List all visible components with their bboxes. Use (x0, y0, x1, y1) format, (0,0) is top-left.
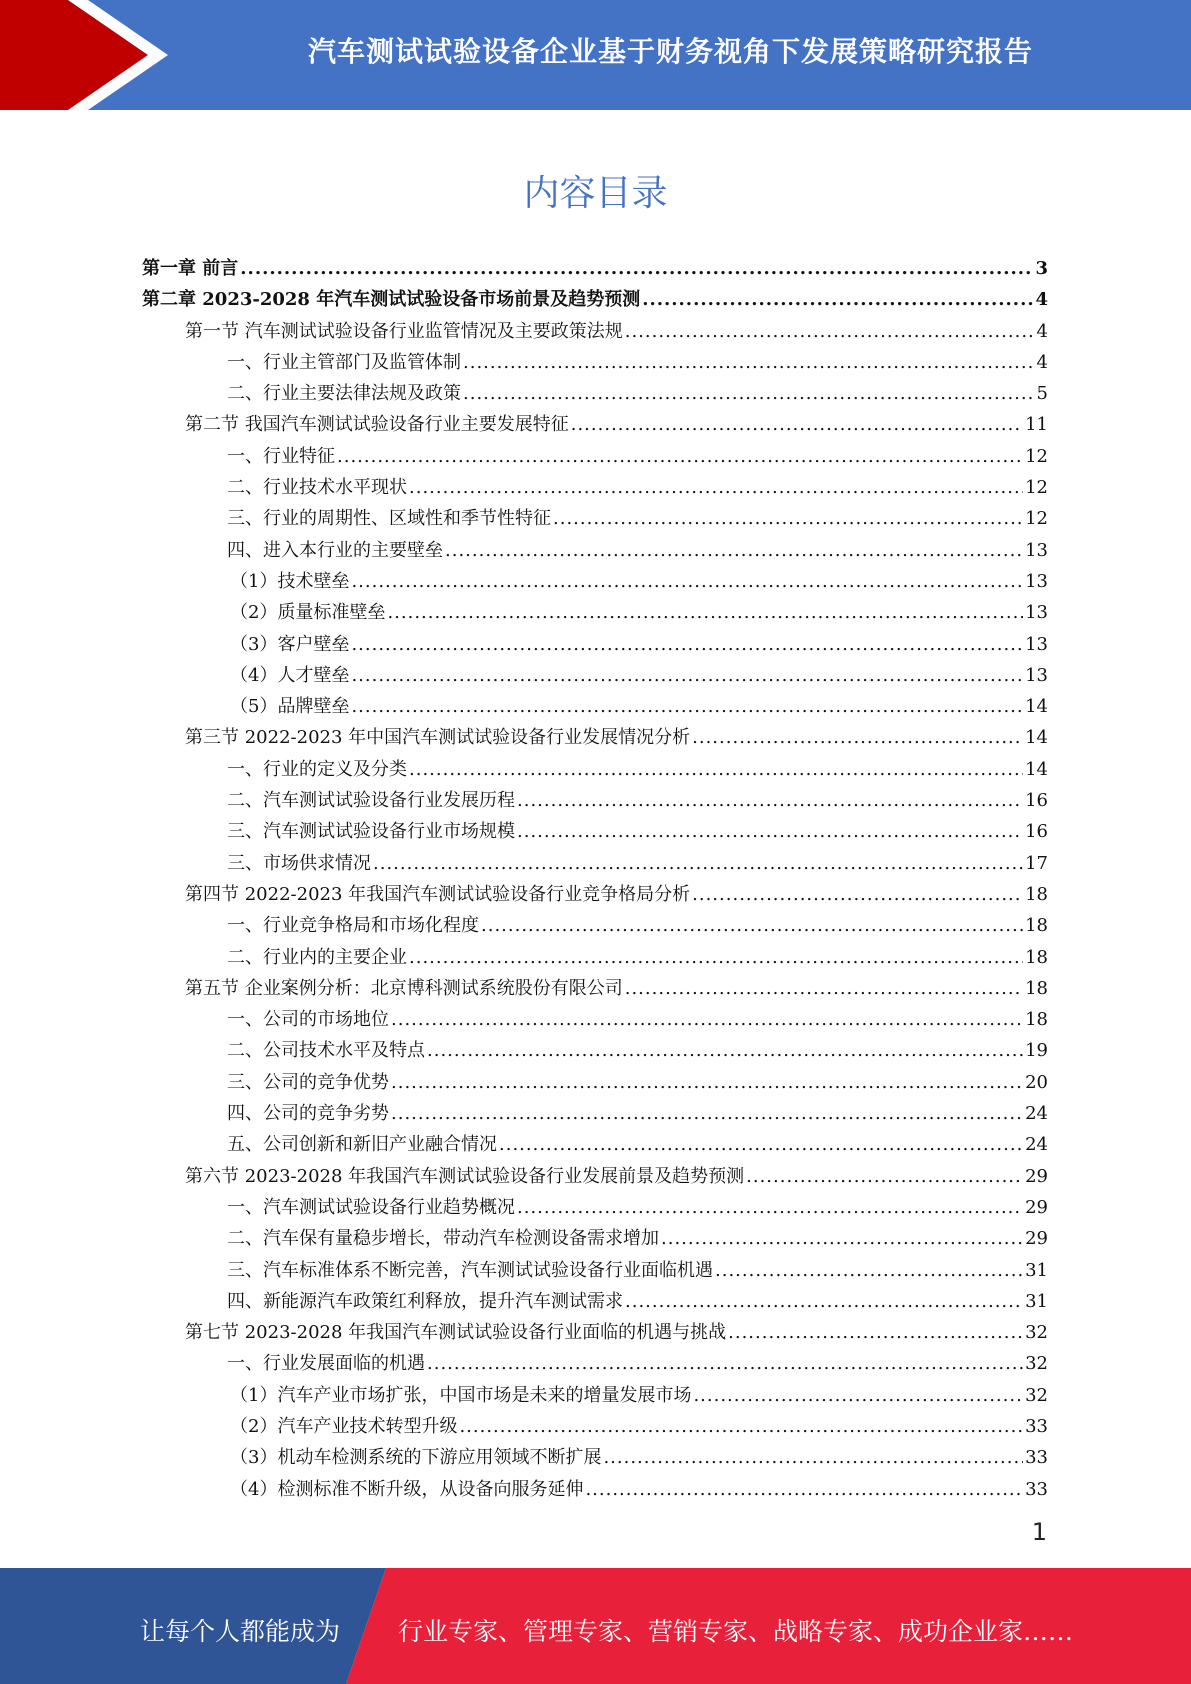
toc-entry-title: 三、汽车标准体系不断完善，汽车测试试验设备行业面临机遇 (227, 1259, 713, 1281)
header-banner (0, 0, 1191, 110)
toc-entry-title: 五、公司创新和新旧产业融合情况 (227, 1134, 497, 1156)
toc-entry-page: 18 (1025, 946, 1048, 968)
toc-entry[interactable] (142, 880, 1048, 911)
toc-entry[interactable] (142, 974, 1048, 1005)
toc-entry-title: 三、汽车测试试验设备行业市场规模 (227, 821, 515, 843)
toc-entry-page: 18 (1025, 883, 1048, 905)
toc-entry-page: 33 (1025, 1478, 1048, 1500)
toc-entry-page: 13 (1025, 602, 1048, 624)
footer-banner (0, 1568, 1191, 1684)
toc-entry-page: 16 (1025, 821, 1048, 843)
toc-entry-page: 4 (1035, 289, 1048, 311)
toc-entry-title: 二、行业技术水平现状 (227, 477, 407, 499)
toc-entry-title: （1）汽车产业市场扩张，中国市场是未来的增量发展市场 (230, 1384, 692, 1406)
page-number: 1 (1031, 1518, 1047, 1546)
toc-entry[interactable] (142, 379, 1048, 410)
toc-entry[interactable] (142, 1412, 1048, 1443)
toc-entry-page: 33 (1025, 1415, 1048, 1437)
toc-entry-title: 第二章 2023-2028 年汽车测试试验设备市场前景及趋势预测 (142, 289, 641, 311)
toc-entry[interactable] (142, 442, 1048, 473)
toc-dot-leader (693, 1385, 1023, 1406)
toc-entry[interactable] (142, 1475, 1048, 1506)
toc-entry-title: 第三节 2022-2023 年中国汽车测试试验设备行业发展情况分析 (185, 727, 691, 749)
toc-entry-title: 第五节 企业案例分析：北京博科测试系统股份有限公司 (185, 977, 623, 999)
toc-dot-leader (463, 352, 1035, 373)
toc-entry-title: 一、汽车测试试验设备行业趋势概况 (227, 1196, 515, 1218)
toc-entry[interactable] (142, 630, 1048, 661)
toc-dot-leader (391, 1103, 1023, 1124)
toc-entry-title: 二、汽车测试试验设备行业发展历程 (227, 790, 515, 812)
toc-dot-leader (459, 1416, 1023, 1437)
toc-entry-title: （4）人才壁垒 (230, 664, 350, 686)
toc-entry-title: 一、行业发展面临的机遇 (227, 1353, 425, 1375)
toc-entry-title: 第六节 2023-2028 年我国汽车测试试验设备行业发展前景及趋势预测 (185, 1165, 745, 1187)
toc-dot-leader (387, 602, 1023, 623)
toc-entry-page: 24 (1025, 1103, 1048, 1125)
toc-entry-page: 5 (1036, 383, 1048, 405)
toc-entry[interactable] (142, 817, 1048, 848)
toc-entry[interactable] (142, 1162, 1048, 1193)
toc-entry-page: 13 (1025, 664, 1048, 686)
toc-entry[interactable] (142, 567, 1048, 598)
toc-entry[interactable] (142, 598, 1048, 629)
toc-entry-title: 四、公司的竞争劣势 (227, 1103, 389, 1125)
toc-dot-leader (427, 1353, 1023, 1374)
toc-entry-title: （1）技术壁垒 (230, 570, 350, 592)
toc-entry-title: 二、行业内的主要企业 (227, 946, 407, 968)
toc-dot-leader (517, 821, 1023, 842)
toc-entry-title: 一、行业的定义及分类 (227, 758, 407, 780)
toc-entry-page: 13 (1025, 539, 1048, 561)
toc-entry[interactable] (142, 1318, 1048, 1349)
toc-entry-title: 二、行业主要法律法规及政策 (227, 383, 461, 405)
toc-entry-title: 一、行业竞争格局和市场化程度 (227, 915, 479, 937)
toc-dot-leader (337, 446, 1023, 467)
toc-dot-leader (603, 1447, 1023, 1468)
toc-dot-leader (351, 696, 1023, 717)
toc-entry-page: 18 (1025, 915, 1048, 937)
toc-entry-title: 二、汽车保有量稳步增长，带动汽车检测设备需求增加 (227, 1228, 659, 1250)
toc-entry-title: 一、公司的市场地位 (227, 1009, 389, 1031)
toc-entry-page: 31 (1025, 1259, 1048, 1281)
toc-entry-page: 14 (1025, 696, 1048, 718)
toc-entry-page: 12 (1025, 477, 1048, 499)
toc-entry-page: 33 (1025, 1447, 1048, 1469)
toc-entry[interactable] (142, 473, 1048, 504)
toc-entry[interactable] (142, 536, 1048, 567)
table-of-contents (142, 254, 1048, 1506)
toc-entry-title: （5）品牌壁垒 (230, 696, 350, 718)
toc-entry[interactable] (142, 1193, 1048, 1224)
toc-entry[interactable] (142, 1036, 1048, 1067)
toc-entry-page: 29 (1025, 1196, 1048, 1218)
toc-dot-leader (692, 884, 1023, 905)
toc-entry[interactable] (142, 1130, 1048, 1161)
toc-dot-leader (351, 665, 1023, 686)
toc-dot-leader (661, 1228, 1023, 1249)
toc-dot-leader (240, 258, 1033, 279)
toc-dot-leader (585, 1479, 1023, 1500)
toc-dot-leader (351, 634, 1023, 655)
toc-entry[interactable] (142, 692, 1048, 723)
toc-dot-leader (625, 978, 1023, 999)
toc-entry[interactable] (142, 1068, 1048, 1099)
toc-entry[interactable] (142, 1005, 1048, 1036)
toc-entry-page: 29 (1025, 1228, 1048, 1250)
toc-entry[interactable] (142, 786, 1048, 817)
toc-dot-leader (391, 1009, 1023, 1030)
toc-dot-leader (625, 321, 1035, 342)
toc-entry-page: 32 (1025, 1322, 1048, 1344)
toc-entry[interactable] (142, 348, 1048, 379)
footer-slogan-right: 行业专家、管理专家、营销专家、战略专家、成功企业家…… (398, 1617, 1074, 1646)
toc-dot-leader (728, 1322, 1023, 1343)
toc-entry-page: 12 (1025, 445, 1048, 467)
toc-entry-title: 二、公司技术水平及特点 (227, 1040, 425, 1062)
toc-entry[interactable] (142, 410, 1048, 441)
toc-entry-page: 24 (1025, 1134, 1048, 1156)
toc-entry-page: 18 (1025, 977, 1048, 999)
toc-entry[interactable] (142, 1224, 1048, 1255)
toc-entry[interactable] (142, 317, 1048, 348)
toc-dot-leader (553, 508, 1023, 529)
toc-entry-page: 20 (1025, 1071, 1048, 1093)
toc-dot-leader (481, 915, 1023, 936)
toc-dot-leader (625, 1291, 1023, 1312)
toc-entry[interactable] (142, 911, 1048, 942)
toc-entry-title: 一、行业特征 (227, 445, 335, 467)
toc-entry-page: 14 (1025, 758, 1048, 780)
toc-entry-page: 31 (1025, 1290, 1048, 1312)
toc-entry-page: 4 (1036, 320, 1048, 342)
toc-entry-page: 3 (1035, 258, 1048, 279)
toc-dot-leader (373, 853, 1023, 874)
toc-dot-leader (351, 571, 1023, 592)
toc-entry[interactable] (142, 1256, 1048, 1287)
toc-dot-leader (391, 1072, 1023, 1093)
toc-entry-page: 12 (1025, 508, 1048, 530)
toc-entry[interactable] (142, 1381, 1048, 1412)
toc-entry-page: 16 (1025, 790, 1048, 812)
toc-entry-title: 三、公司的竞争优势 (227, 1071, 389, 1093)
toc-entry-title: 四、新能源汽车政策红利释放，提升汽车测试需求 (227, 1290, 623, 1312)
toc-entry-title: （2）汽车产业技术转型升级 (230, 1415, 458, 1437)
toc-dot-leader (463, 383, 1035, 404)
toc-entry-title: 第七节 2023-2028 年我国汽车测试试验设备行业面临的机遇与挑战 (185, 1322, 727, 1344)
footer-slogan-left: 让每个人都能成为 (140, 1617, 341, 1646)
toc-dot-leader (499, 1134, 1023, 1155)
toc-entry-title: （3）客户壁垒 (230, 633, 350, 655)
toc-entry[interactable] (142, 504, 1048, 535)
toc-entry-title: 第一章 前言 (142, 258, 239, 279)
toc-dot-leader (642, 289, 1033, 310)
toc-dot-leader (746, 1166, 1023, 1187)
toc-entry[interactable] (142, 1349, 1048, 1380)
toc-entry-title: （4）检测标准不断升级，从设备向服务延伸 (230, 1478, 584, 1500)
toc-entry-title: 第二节 我国汽车测试试验设备行业主要发展特征 (185, 414, 569, 436)
toc-entry[interactable] (142, 661, 1048, 692)
toc-heading: 内容目录 (523, 173, 668, 214)
toc-entry[interactable] (142, 1099, 1048, 1130)
toc-entry[interactable] (142, 254, 1048, 285)
toc-entry-page: 13 (1025, 633, 1048, 655)
toc-entry-title: 第一节 汽车测试试验设备行业监管情况及主要政策法规 (185, 320, 623, 342)
toc-dot-leader (409, 947, 1023, 968)
toc-entry-page: 19 (1025, 1040, 1048, 1062)
toc-entry-page: 13 (1025, 570, 1048, 592)
toc-entry-page: 14 (1025, 727, 1048, 749)
toc-entry[interactable] (142, 943, 1048, 974)
toc-entry[interactable] (142, 723, 1048, 754)
toc-entry-page: 17 (1025, 852, 1048, 874)
toc-entry[interactable] (142, 285, 1048, 316)
toc-entry-title: （2）质量标准壁垒 (230, 602, 386, 624)
toc-entry-page: 32 (1025, 1353, 1048, 1375)
toc-entry-page: 29 (1025, 1165, 1048, 1187)
toc-entry[interactable] (142, 755, 1048, 786)
toc-entry[interactable] (142, 1443, 1048, 1474)
toc-entry-page: 11 (1025, 414, 1048, 436)
toc-entry-page: 32 (1025, 1384, 1048, 1406)
toc-entry-title: 三、行业的周期性、区域性和季节性特征 (227, 508, 551, 530)
toc-dot-leader (517, 1197, 1023, 1218)
toc-dot-leader (409, 477, 1023, 498)
toc-dot-leader (571, 414, 1023, 435)
toc-dot-leader (409, 759, 1023, 780)
toc-entry-page: 4 (1036, 351, 1048, 373)
toc-entry[interactable] (142, 1287, 1048, 1318)
toc-entry[interactable] (142, 849, 1048, 880)
toc-entry-title: 四、进入本行业的主要壁垒 (227, 539, 443, 561)
toc-dot-leader (692, 727, 1023, 748)
toc-entry-title: 三、市场供求情况 (227, 852, 371, 874)
toc-entry-title: 第四节 2022-2023 年我国汽车测试试验设备行业竞争格局分析 (185, 883, 691, 905)
toc-entry-page: 18 (1025, 1009, 1048, 1031)
toc-dot-leader (427, 1040, 1023, 1061)
toc-entry-title: （3）机动车检测系统的下游应用领域不断扩展 (230, 1447, 602, 1469)
toc-entry-title: 一、行业主管部门及监管体制 (227, 351, 461, 373)
report-title: 汽车测试试验设备企业基于财务视角下发展策略研究报告 (307, 35, 1033, 68)
toc-dot-leader (517, 790, 1023, 811)
toc-dot-leader (715, 1260, 1023, 1281)
toc-dot-leader (445, 540, 1023, 561)
